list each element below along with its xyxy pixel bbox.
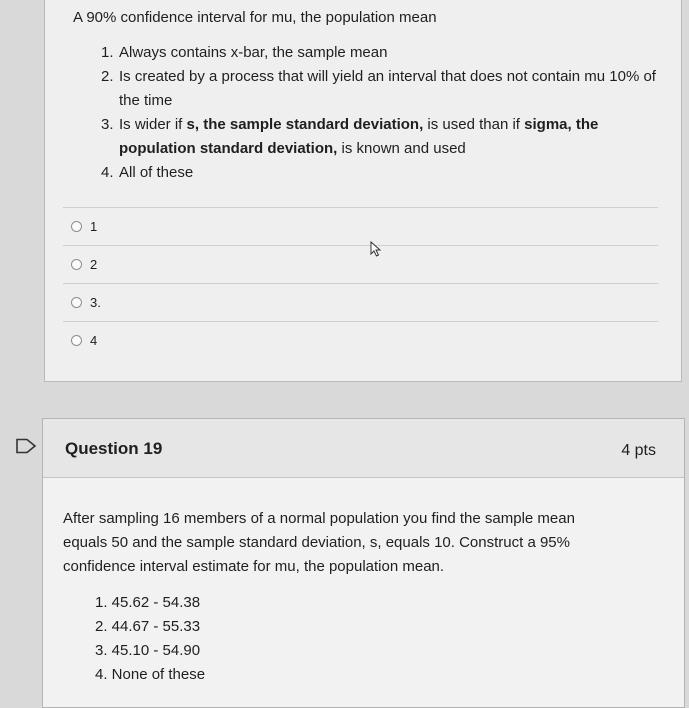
statement-item [101,41,661,65]
statement-text: Always contains x-bar, the sample mean [119,44,388,61]
radio-button[interactable] [71,297,82,308]
answer-item: 2. 44.67 - 55.33 [95,618,201,635]
statement-number: 3. [101,116,114,133]
statement-item [101,161,661,185]
statement-number: 4. [101,164,114,181]
question-18-card [44,0,682,382]
answer-options [63,207,658,359]
question-title: Question 19 [65,439,163,458]
statement-bold-sigma: sigma, the population standard deviation, [119,116,599,157]
statement-text-part: Is wider if [119,116,187,133]
option-label: 3. [90,295,101,310]
statement-text: Is created by a process that will yield an interval that does not contain mu 10% of the time [119,68,656,109]
statement-text [119,113,661,161]
radio-button[interactable] [71,221,82,232]
statement-text-part: is used than if [423,116,525,133]
answer-option-3[interactable] [63,283,658,321]
statement-text-part: is known and used [337,140,466,157]
option-label: 1 [90,219,98,234]
question-19-card [42,418,685,708]
flag-outline-icon[interactable] [15,438,37,454]
answer-item: 3. 45.10 - 54.90 [95,642,201,659]
question-prompt: After sampling 16 members of a normal population you find the sample mean equals 50 and the sample standard deviation, s, equals 10. Construct a 95% confidence interval estimate for mu, the population mean. [63,510,575,575]
question-prompt: A 90% confidence interval for mu, the population mean [73,9,437,26]
radio-button[interactable] [71,259,82,270]
statement-item [101,113,661,161]
option-label: 2 [90,257,98,272]
radio-button[interactable] [71,335,82,346]
statement-item [101,65,661,113]
statement-bold-s: s, the sample standard deviation, [186,116,424,133]
answer-option-2[interactable] [63,245,658,283]
mouse-cursor-icon [370,241,382,257]
answer-option-1[interactable] [63,207,658,245]
option-label: 4 [90,333,98,348]
statement-number: 2. [101,68,114,85]
answer-list [95,591,205,687]
answer-item: 4. None of these [95,666,206,683]
answer-item: 1. 45.62 - 54.38 [95,594,201,611]
question-points: 4 pts [621,442,656,459]
statement-number: 1. [101,44,114,61]
statement-list [101,41,661,185]
question-header [43,419,684,478]
answer-option-4[interactable] [63,321,658,359]
statement-text: All of these [119,164,194,181]
